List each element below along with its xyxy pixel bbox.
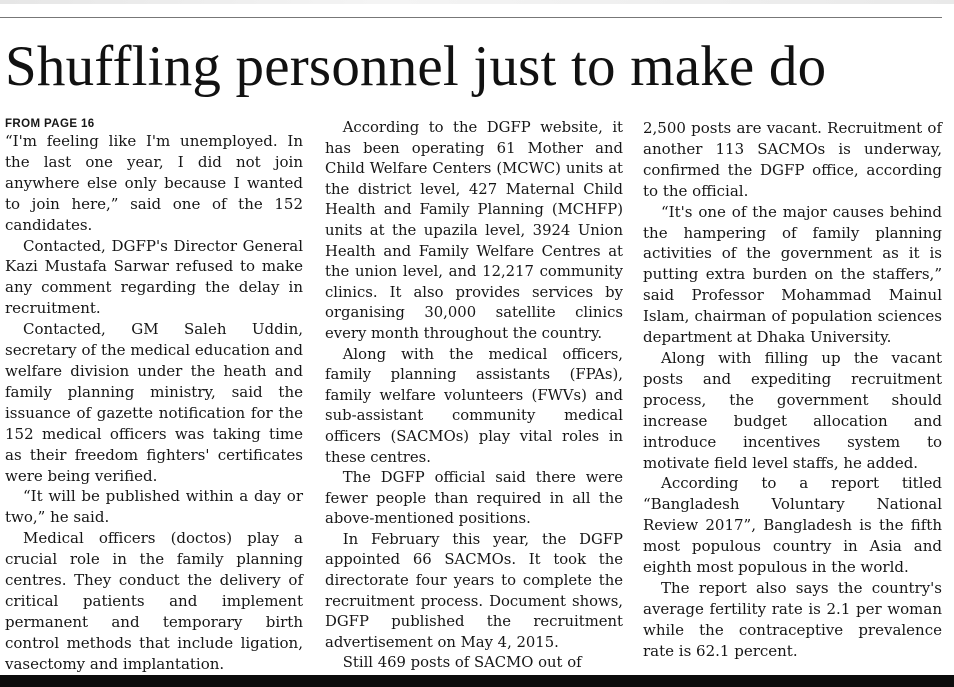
paragraph: Contacted, DGFP's Director General Kazi Mustafa Sarwar refused to make any comment regarding the delay in recruitment.	[5, 236, 303, 318]
jump-from-label: FROM PAGE 16	[5, 118, 95, 130]
paragraph: According to the DGFP website, it has been operating 61 Mother and Child Welfare Centers (MCWC) units at the district level, 427 Maternal Child Health and Family Planning (MCHFP) units at the upazila level, 3924 Union Health and Family Welfare Centres at the union level, and 12,217 community clinics. It also provides services by organising 30,000 satellite clinics every month throughout the country.	[325, 119, 623, 342]
paragraph: “I'm feeling like I'm unemployed. In the last one year, I did not join anywhere else only because I wanted to join here,” said one of the 152 candidates.	[5, 132, 303, 234]
paragraph: Along with the medical officers, family planning assistants (FPAs), family welfare volunteers (FWVs) and sub-assistant community medical officers (SACMOs) play vital roles in these centres.	[325, 345, 623, 466]
paragraph: Contacted, GM Saleh Uddin, secretary of the medical education and welfare division under the heath and family planning ministry, said the issuance of gazette notification for the 152 medical officers was taking time as their freedom fighters' certificates were being verified.	[5, 320, 303, 485]
page-bottom-edge	[0, 675, 954, 687]
paragraph: Still 469 posts of SACMO out of	[342, 654, 582, 672]
paragraph: 2,500 posts are vacant. Recruitment of another 113 SACMOs is underway, confirmed the DGFP office, according to the official.	[643, 119, 942, 200]
article-column-1	[5, 115, 303, 675]
paragraph: Along with filling up the vacant posts and expediting recruitment process, the government should increase budget allocation and introduce incentives system to motivate field level staffs, he added.	[643, 348, 942, 472]
paragraph: Medical officers (doctos) play a crucial role in the family planning centres. They conduct the delivery of critical patients and implement permanent and temporary birth control methods that include ligation, vasectomy and implantation.	[5, 529, 303, 673]
article-column-3	[643, 118, 942, 662]
clipped-previous-content	[0, 0, 954, 4]
paragraph: In February this year, the DGFP appointed 66 SACMOs. It took the directorate four years to complete the recruitment process. Document shows, DGFP published the recruitment advertisement on May 4, 2015.	[325, 530, 623, 651]
paragraph: “It will be published within a day or two,” he said.	[5, 487, 303, 527]
headline: Shuffling personnel just to make do	[5, 35, 827, 98]
paragraph: The DGFP official said there were fewer people than required in all the above-mentioned positions.	[325, 469, 623, 528]
paragraph: According to a report titled “Bangladesh Voluntary National Review 2017”, Bangladesh is the fifth most populous country in Asia and eighth most populous in the world.	[643, 474, 942, 577]
paragraph: The report also says the country's average fertility rate is 2.1 per woman while the contraceptive prevalence rate is 62.1 percent.	[643, 578, 942, 660]
section-divider-rule	[0, 17, 942, 18]
article-column-2	[325, 118, 623, 674]
paragraph: “It's one of the major causes behind the hampering of family planning activities of the government as it is putting extra burden on the staffers,” said Professor Mohammad Mainul Islam, chairman of population sciences department at Dhaka University.	[643, 202, 942, 347]
